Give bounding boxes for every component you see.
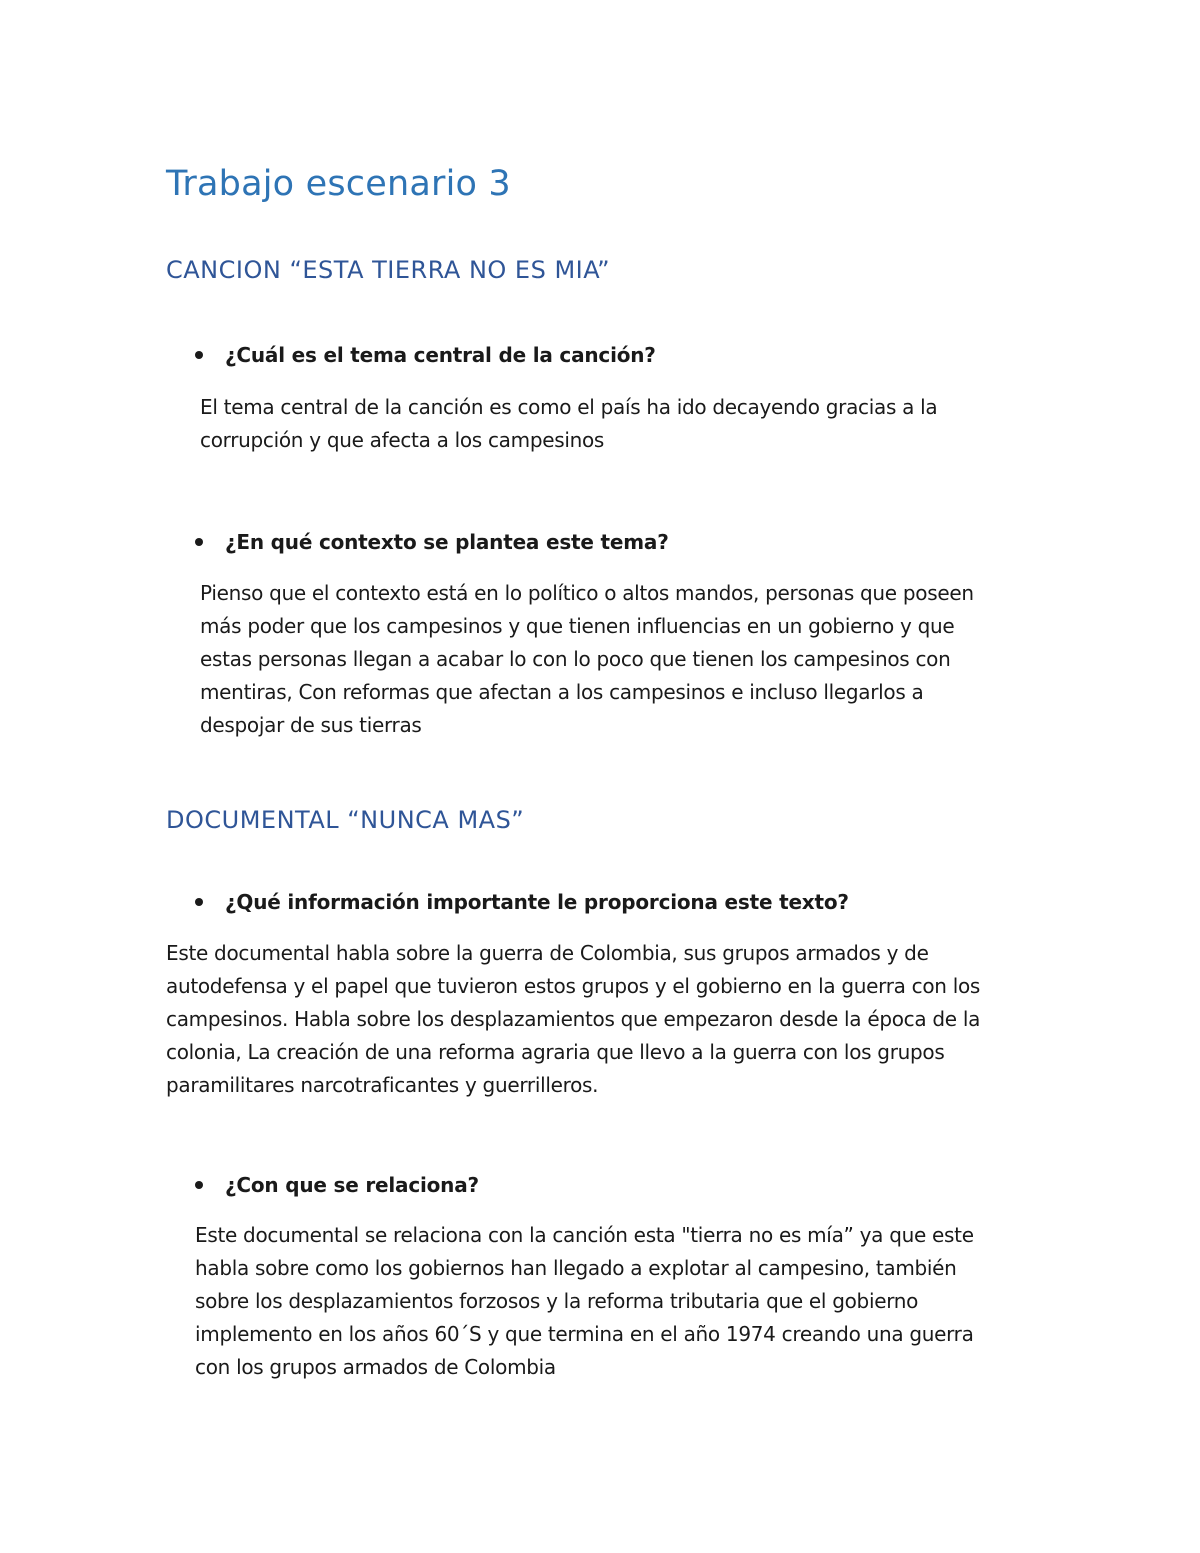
- answer-line: implemento en los años 60´S y que termina en el año 1974 creando una guerra: [195, 1322, 974, 1346]
- question-item-3: [195, 887, 849, 917]
- answer-line: paramilitares narcotraficantes y guerrilleros.: [166, 1073, 599, 1097]
- section-heading-cancion: CANCION “ESTA TIERRA NO ES MIA”: [166, 256, 611, 284]
- answer-line: El tema central de la canción es como el país ha ido decayendo gracias a la: [200, 395, 938, 419]
- answer-line: mentiras, Con reformas que afectan a los campesinos e incluso llegarlos a: [200, 680, 924, 704]
- answer-line: con los grupos armados de Colombia: [195, 1355, 556, 1379]
- answer-paragraph-4: [195, 1219, 974, 1384]
- answer-line: Este documental se relaciona con la canción esta "tierra no es mía” ya que este: [195, 1223, 974, 1247]
- document-title: Trabajo escenario 3: [166, 164, 511, 204]
- answer-line: más poder que los campesinos y que tienen influencias en un gobierno y que: [200, 614, 955, 638]
- question-item-2: [195, 527, 669, 557]
- answer-line: Este documental habla sobre la guerra de Colombia, sus grupos armados y de: [166, 941, 929, 965]
- question-text: ¿Con que se relaciona?: [225, 1173, 479, 1197]
- answer-line: Pienso que el contexto está en lo político o altos mandos, personas que poseen: [200, 581, 974, 605]
- question-item-4: [195, 1170, 479, 1200]
- answer-line: habla sobre como los gobiernos han llegado a explotar al campesino, también: [195, 1256, 957, 1280]
- bullet-icon: [195, 538, 203, 546]
- question-item-1: [195, 340, 656, 370]
- answer-line: corrupción y que afecta a los campesinos: [200, 428, 605, 452]
- answer-line: colonia, La creación de una reforma agraria que llevo a la guerra con los grupos: [166, 1040, 945, 1064]
- answer-paragraph-3: [166, 937, 980, 1102]
- answer-paragraph-1: [200, 391, 937, 457]
- answer-line: sobre los desplazamientos forzosos y la reforma tributaria que el gobierno: [195, 1289, 919, 1313]
- answer-line: campesinos. Habla sobre los desplazamientos que empezaron desde la época de la: [166, 1007, 981, 1031]
- question-text: ¿Qué información importante le proporciona este texto?: [225, 890, 849, 914]
- question-text: ¿En qué contexto se plantea este tema?: [225, 530, 669, 554]
- question-text: ¿Cuál es el tema central de la canción?: [225, 343, 656, 367]
- bullet-icon: [195, 1181, 203, 1189]
- section-heading-documental: DOCUMENTAL “NUNCA MAS”: [166, 806, 525, 834]
- bullet-icon: [195, 898, 203, 906]
- answer-line: estas personas llegan a acabar lo con lo poco que tienen los campesinos con: [200, 647, 951, 671]
- answer-paragraph-2: [200, 577, 974, 742]
- answer-line: despojar de sus tierras: [200, 713, 422, 737]
- answer-line: autodefensa y el papel que tuvieron estos grupos y el gobierno en la guerra con los: [166, 974, 981, 998]
- bullet-icon: [195, 351, 203, 359]
